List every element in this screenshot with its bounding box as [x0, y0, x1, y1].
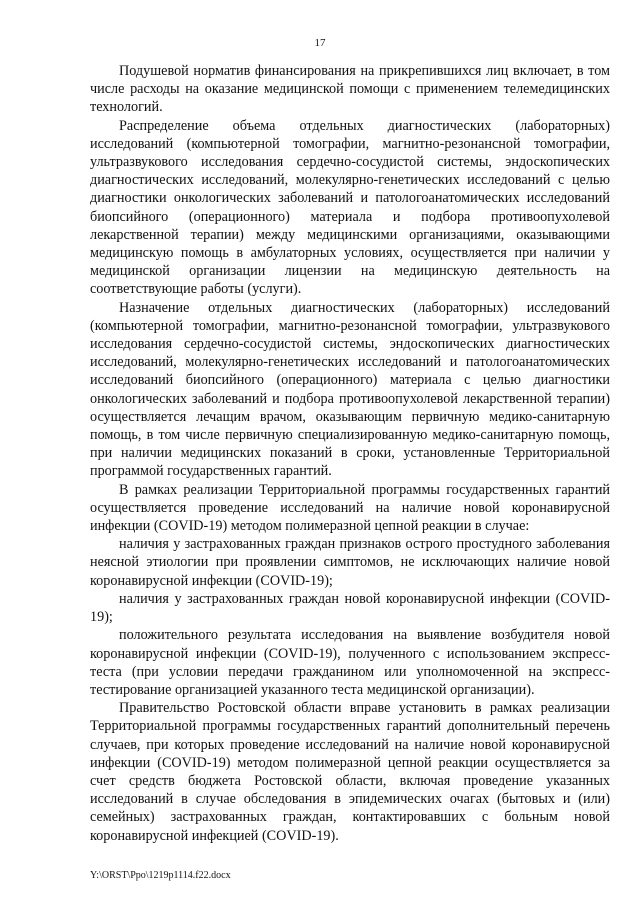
paragraph-referral-assignment: Назначение отдельных диагностических (лабораторных) исследований (компьютерной томографии, магнитно-резонансной томографии, ультразвукового исследования сердечно-сосудистой системы, эндоскопических диагностических исследований, молекулярно-генетических исследований и патологоанатомических исследований биопсийного (операционного) материала с целью диагностики онкологических заболеваний и подбора противоопухолевой лекарственной терапии) осуществляется лечащим врачом, оказывающим первичную медико-санитарную помощь, в том числе первичную специализированную медико-санитарную помощь, при наличии медицинских показаний в сроки, установленные Территориальной программой государственных гарантий. [90, 299, 610, 480]
paragraph-volume-distribution: Распределение объема отдельных диагностических (лабораторных) исследований (компьютерной томографии, магнитно-резонансной томографии, ультразвукового исследования сердечно-сосудистой системы, эндоскопических диагностических исследований, молекулярно-генетических исследований с целью диагностики онкологических заболеваний и патологоанатомических исследований биопсийного (операционного) материала и подбора противоопухолевой лекарственной терапии) между медицинскими организациями, оказывающими медицинскую помощь в амбулаторных условиях, осуществляется при наличии у медицинской организации лицензии на медицинскую деятельность на соответствующие работы (услуги). [90, 117, 610, 298]
footer-file-path: Y:\ORST\Ppo\1219p1114.f22.docx [90, 870, 231, 881]
list-item-express-test: положительного результата исследования на выявление возбудителя новой коронавирусной инфекции (COVID-19), полученного с использованием экспресс-теста (при условии передачи гражданином или уполномоченной на экспресс-тестирование организацией указанного теста медицинской организации). [90, 627, 610, 698]
paragraph-covid-testing: В рамках реализации Территориальной программы государственных гарантий осуществляется проведение исследований на наличие новой коронавирусной инфекции (COVID-19) методом полимеразной цепной реакции в случае: [90, 481, 610, 535]
list-item-infection: наличия у застрахованных граждан новой коронавирусной инфекции (COVID-19); [90, 590, 610, 626]
document-body [90, 62, 610, 845]
list-item-symptoms: наличия у застрахованных граждан признаков острого простудного заболевания неясной этиологии при проявлении симптомов, не исключающих наличие новой коронавирусной инфекции (COVID-19); [90, 536, 610, 589]
paragraph-per-capita-norm: Подушевой норматив финансирования на прикрепившихся лиц включает, в том числе расходы на оказание медицинской помощи с применением телемедицинских технологий. [90, 63, 610, 116]
paragraph-regional-government: Правительство Ростовской области вправе установить в рамках реализации Территориальной программы государственных гарантий дополнительный перечень случаев, при которых проведение исследований на наличие новой коронавирусной инфекции (COVID-19) методом полимеразной цепной реакции осуществляется за счет средств бюджета Ростовской области, включая проведение указанных исследований в случае обследования в эпидемических очагах (бытовых и (или) семейных) застрахованных граждан, контактировавших с больным новой коронавирусной инфекцией (COVID-19). [90, 700, 610, 844]
page-number: 17 [314, 37, 326, 49]
